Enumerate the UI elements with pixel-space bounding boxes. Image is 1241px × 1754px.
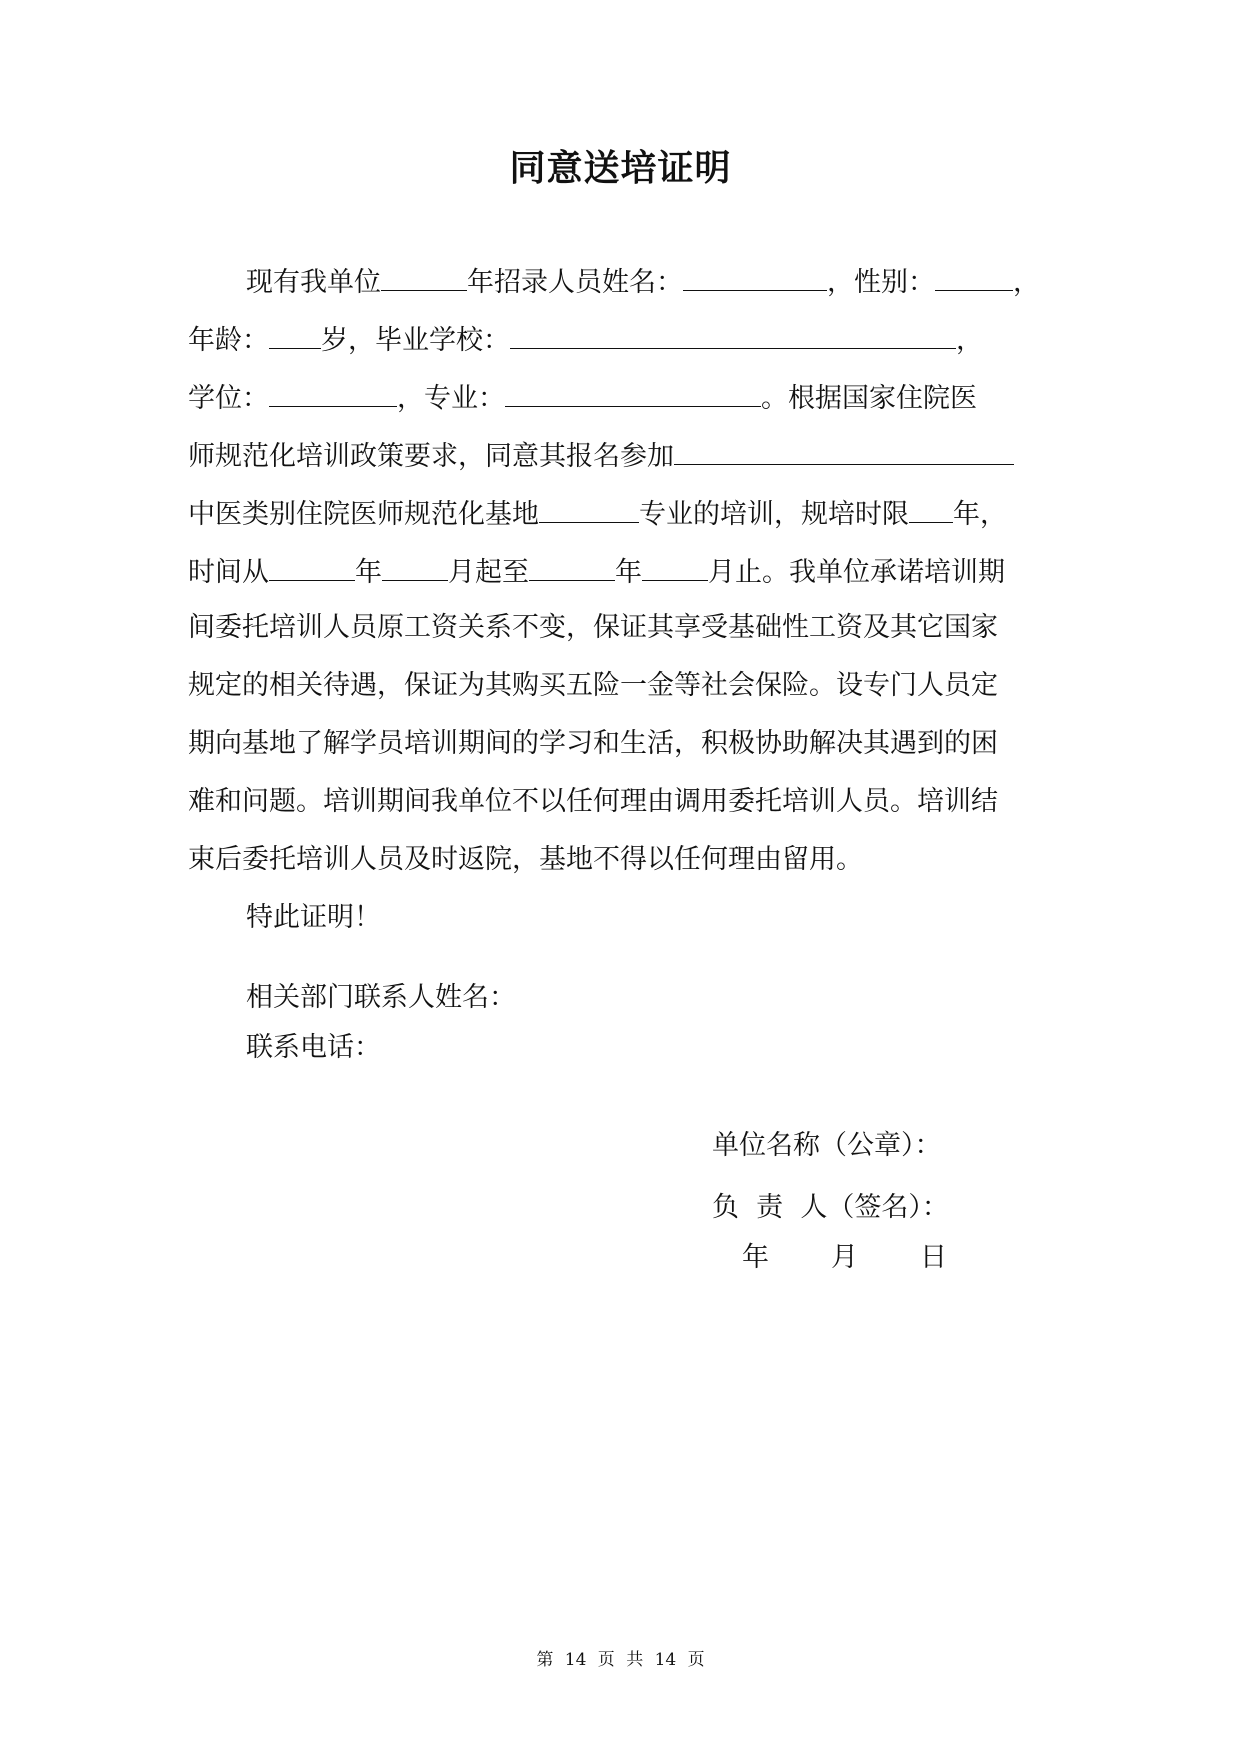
document-title: 同意送培证明 bbox=[509, 147, 732, 189]
body-line-2 bbox=[188, 320, 983, 356]
text: 现有我单位 bbox=[246, 267, 381, 298]
text: 时间从 bbox=[188, 557, 269, 588]
blank-end-year-field[interactable] bbox=[529, 552, 615, 581]
blank-start-month-field[interactable] bbox=[382, 552, 448, 581]
text: 月起至 bbox=[448, 557, 529, 588]
body-line-10: 难和问题。培训期间我单位不以任何理由调用委托培训人员。培训结 bbox=[188, 786, 998, 817]
blank-specialty-field[interactable] bbox=[539, 494, 639, 523]
text: ，性别： bbox=[827, 267, 935, 298]
text: 岁，毕业学校： bbox=[321, 325, 510, 356]
text: 年招录人员姓名： bbox=[467, 267, 683, 298]
date-line bbox=[742, 1240, 947, 1276]
text: 。根据国家住院医 bbox=[761, 383, 977, 414]
text: 年龄： bbox=[188, 325, 269, 356]
text: ， bbox=[1013, 267, 1040, 298]
body-line-6 bbox=[188, 552, 1005, 588]
text: ，专业： bbox=[397, 383, 505, 414]
footer-text: 第 bbox=[536, 1650, 554, 1670]
unit-name-seal-label: 单位名称（公章）： bbox=[712, 1130, 942, 1161]
blank-base-field[interactable] bbox=[674, 436, 1014, 465]
body-line-8: 规定的相关待遇，保证为其购买五险一金等社会保险。设专门人员定 bbox=[188, 670, 998, 701]
date-month-label: 月 bbox=[831, 1242, 858, 1273]
text: 师规范化培训政策要求，同意其报名参加 bbox=[188, 441, 674, 472]
footer-text: 页 共 bbox=[597, 1650, 644, 1670]
text: 年， bbox=[953, 499, 1007, 530]
body-line-3 bbox=[188, 378, 977, 414]
blank-age-field[interactable] bbox=[269, 320, 321, 349]
date-year-label: 年 bbox=[742, 1242, 769, 1273]
body-line-9: 期向基地了解学员培训期间的学习和生活，积极协助解决其遇到的困 bbox=[188, 728, 998, 759]
body-line-5 bbox=[188, 494, 1007, 530]
text: 中医类别住院医师规范化基地 bbox=[188, 499, 539, 530]
contact-phone-label: 联系电话： bbox=[246, 1032, 381, 1063]
text: 年 bbox=[355, 557, 382, 588]
blank-name-field[interactable] bbox=[683, 262, 827, 291]
total-page-count: 14 bbox=[654, 1650, 677, 1670]
blank-start-year-field[interactable] bbox=[269, 552, 355, 581]
responsible-person-signature-label: 负 责 人（签名）： bbox=[712, 1192, 949, 1223]
contact-name-label: 相关部门联系人姓名： bbox=[246, 982, 516, 1013]
page-footer bbox=[0, 1645, 1241, 1670]
text: 专业的培训，规培时限 bbox=[639, 499, 909, 530]
body-line-1 bbox=[246, 262, 1040, 298]
blank-major-field[interactable] bbox=[505, 378, 761, 407]
text: 年 bbox=[615, 557, 642, 588]
body-line-7: 间委托培训人员原工资关系不变，保证其享受基础性工资及其它国家 bbox=[188, 612, 998, 643]
blank-end-month-field[interactable] bbox=[642, 552, 708, 581]
date-day-label: 日 bbox=[920, 1242, 947, 1273]
blank-degree-field[interactable] bbox=[269, 378, 397, 407]
closing-text: 特此证明！ bbox=[246, 902, 381, 933]
text: ， bbox=[956, 325, 983, 356]
body-line-11: 束后委托培训人员及时返院，基地不得以任何理由留用。 bbox=[188, 844, 863, 875]
body-line-4 bbox=[188, 436, 1014, 472]
footer-text: 页 bbox=[687, 1650, 705, 1670]
text: 月止。我单位承诺培训期 bbox=[708, 557, 1005, 588]
current-page-number: 14 bbox=[564, 1650, 587, 1670]
blank-duration-field[interactable] bbox=[909, 494, 953, 523]
text: 学位： bbox=[188, 383, 269, 414]
blank-school-field[interactable] bbox=[510, 320, 956, 349]
blank-gender-field[interactable] bbox=[935, 262, 1013, 291]
blank-year-field[interactable] bbox=[381, 262, 467, 291]
